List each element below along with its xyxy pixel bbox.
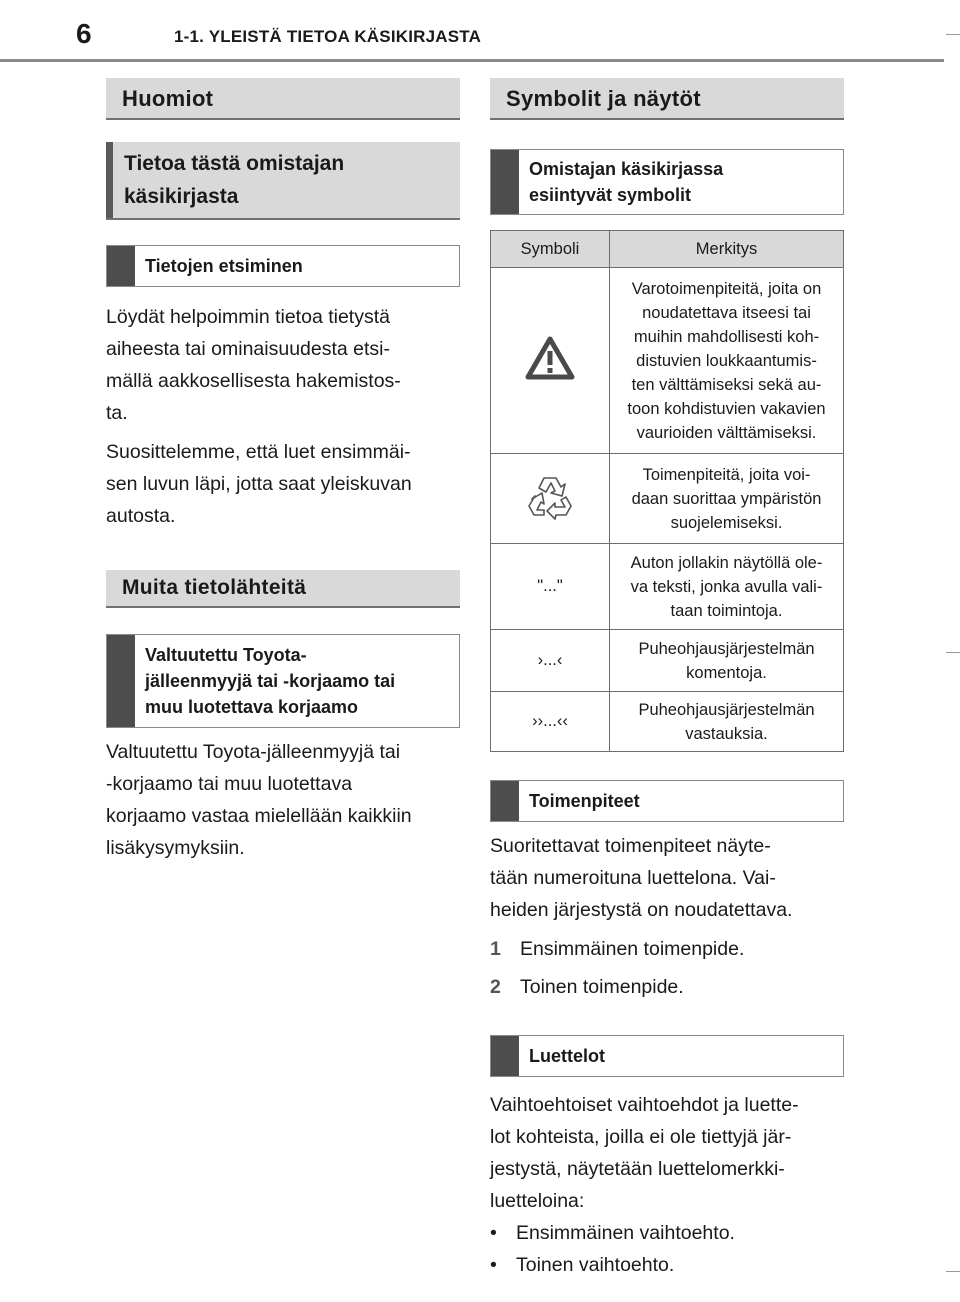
text-line: suojelemiseksi.	[670, 513, 783, 532]
text-line: Toimenpiteitä, joita voi-	[642, 465, 811, 484]
text-line: vaurioiden välttämiseksi.	[636, 423, 817, 442]
bullet-marker: •	[490, 1254, 497, 1276]
text-line: esiintyvät symbolit	[529, 185, 692, 205]
right-column	[490, 78, 844, 1281]
paragraph-lists	[490, 1089, 844, 1217]
crop-mark	[946, 34, 960, 35]
numbered-list	[490, 930, 844, 1006]
text-line: Suosittelemme, että luet ensimmäi-	[106, 441, 411, 463]
text-line: lot kohteista, joilla ei ole tiettyjä jär-	[490, 1126, 792, 1148]
meaning-cell	[610, 630, 844, 692]
list-item	[490, 968, 844, 1006]
text-line: taan toimintoja.	[670, 601, 783, 620]
crop-mark	[946, 1271, 960, 1272]
text-line: distuvien loukkaantumis-	[636, 351, 817, 370]
sub-heading-lists: Luettelot	[490, 1035, 844, 1077]
text-line: va teksti, jonka avulla vali-	[630, 577, 823, 596]
symbol-cell: ››...‹‹	[491, 692, 610, 752]
meaning-cell	[610, 268, 844, 454]
text-line: Varotoimenpiteitä, joita on	[631, 279, 822, 298]
main-heading-notes: Huomiot	[106, 78, 460, 120]
text-line: jestystä, näytetään luettelomerkki-	[490, 1158, 785, 1180]
column-header-meaning: Merkitys	[610, 231, 844, 268]
meaning-cell	[610, 692, 844, 752]
bullet-list	[490, 1217, 844, 1281]
table-row	[491, 630, 844, 692]
text-line: noudatettava itseesi tai	[642, 303, 811, 322]
text-line: Puheohjausjärjestelmän	[638, 639, 815, 658]
sub-heading-dealer	[106, 634, 460, 728]
symbol-cell: ›...‹	[491, 630, 610, 692]
text-line: muihin mahdollisesti koh-	[633, 327, 820, 346]
paragraph-actions	[490, 830, 844, 926]
list-item	[490, 1217, 844, 1249]
text-line: lisäkysymyksiin.	[106, 837, 245, 859]
text-line: daan suorittaa ympäristön	[631, 489, 822, 508]
text-line: ta.	[106, 402, 128, 424]
column-header-symbol: Symboli	[491, 231, 610, 268]
meaning-cell	[610, 544, 844, 630]
paragraph-finding-info	[106, 301, 460, 429]
table-row	[491, 692, 844, 752]
text-line: Löydät helpoimmin tietoa tietystä	[106, 306, 390, 328]
text-line: Auton jollakin näytöllä ole-	[630, 553, 823, 572]
text-line: autosta.	[106, 505, 176, 527]
symbol-table	[490, 230, 844, 752]
text-line: Suoritettavat toimenpiteet näyte-	[490, 835, 771, 857]
text-line: Vaihtoehtoiset vaihtoehdot ja luette-	[490, 1094, 799, 1116]
sub-heading-actions: Toimenpiteet	[490, 780, 844, 822]
list-item	[490, 930, 844, 968]
text-line: korjaamo vastaa mielellään kaikkiin	[106, 805, 412, 827]
list-item-text: Toinen vaihtoehto.	[516, 1254, 675, 1276]
warning-triangle-icon	[525, 336, 575, 380]
section-heading-other-sources: Muita tietolähteitä	[106, 570, 460, 608]
bullet-marker: •	[490, 1222, 497, 1244]
symbol-cell	[491, 454, 610, 544]
text-line: tään numeroituna luettelona. Vai-	[490, 867, 776, 889]
table-row	[491, 454, 844, 544]
table-row	[491, 544, 844, 630]
text-line: Omistajan käsikirjassa	[529, 159, 724, 179]
text-line: komentoja.	[686, 663, 767, 682]
text-line: ten välttämiseksi sekä au-	[631, 375, 822, 394]
step-number: 1	[490, 938, 501, 960]
sub-heading-finding-info: Tietojen etsiminen	[106, 245, 460, 287]
header-rule	[0, 59, 944, 62]
crop-mark	[946, 652, 960, 653]
paragraph-recommendation	[106, 436, 460, 532]
text-line: Valtuutettu Toyota-jälleenmyyjä tai	[106, 741, 401, 763]
paragraph-dealer	[106, 736, 460, 864]
section-heading-text: Tietoa tästä omistajan käsikirjasta	[124, 152, 345, 208]
text-line: -korjaamo tai muu luotettava	[106, 773, 353, 795]
text-line: Valtuutettu Toyota-	[145, 645, 307, 665]
text-line: jälleenmyyjä tai -korjaamo tai	[145, 671, 396, 691]
table-row	[491, 268, 844, 454]
text-line: vastauksia.	[685, 724, 768, 743]
step-text: Ensimmäinen toimenpide.	[520, 938, 745, 960]
meaning-cell	[610, 454, 844, 544]
recycle-icon	[525, 472, 575, 520]
symbol-cell	[491, 268, 610, 454]
text-line: luetteloina:	[490, 1190, 585, 1212]
text-line: sen luvun läpi, jotta saat yleiskuvan	[106, 473, 412, 495]
text-line: aiheesta tai ominaisuudesta etsi-	[106, 338, 390, 360]
text-line: muu luotettava korjaamo	[145, 697, 359, 717]
text-line: heiden järjestystä on noudatettava.	[490, 899, 793, 921]
text-line: toon kohdistuvien vakavien	[627, 399, 826, 418]
chapter-title: 1-1. YLEISTÄ TIETOA KÄSIKIRJASTA	[174, 27, 482, 46]
step-text: Toinen toimenpide.	[520, 976, 684, 998]
section-heading-about-manual	[106, 142, 460, 220]
table-header-row	[491, 231, 844, 268]
symbol-cell: "..."	[491, 544, 610, 630]
main-heading-symbols: Symbolit ja näytöt	[490, 78, 844, 120]
left-column	[106, 78, 460, 864]
sub-heading-symbols	[490, 149, 844, 215]
text-line: mällä aakkosellisesta hakemistos-	[106, 370, 401, 392]
text-line: Puheohjausjärjestelmän	[638, 700, 815, 719]
list-item-text: Ensimmäinen vaihtoehto.	[516, 1222, 735, 1244]
page-number: 6	[76, 18, 92, 49]
list-item	[490, 1249, 844, 1281]
step-number: 2	[490, 976, 501, 998]
